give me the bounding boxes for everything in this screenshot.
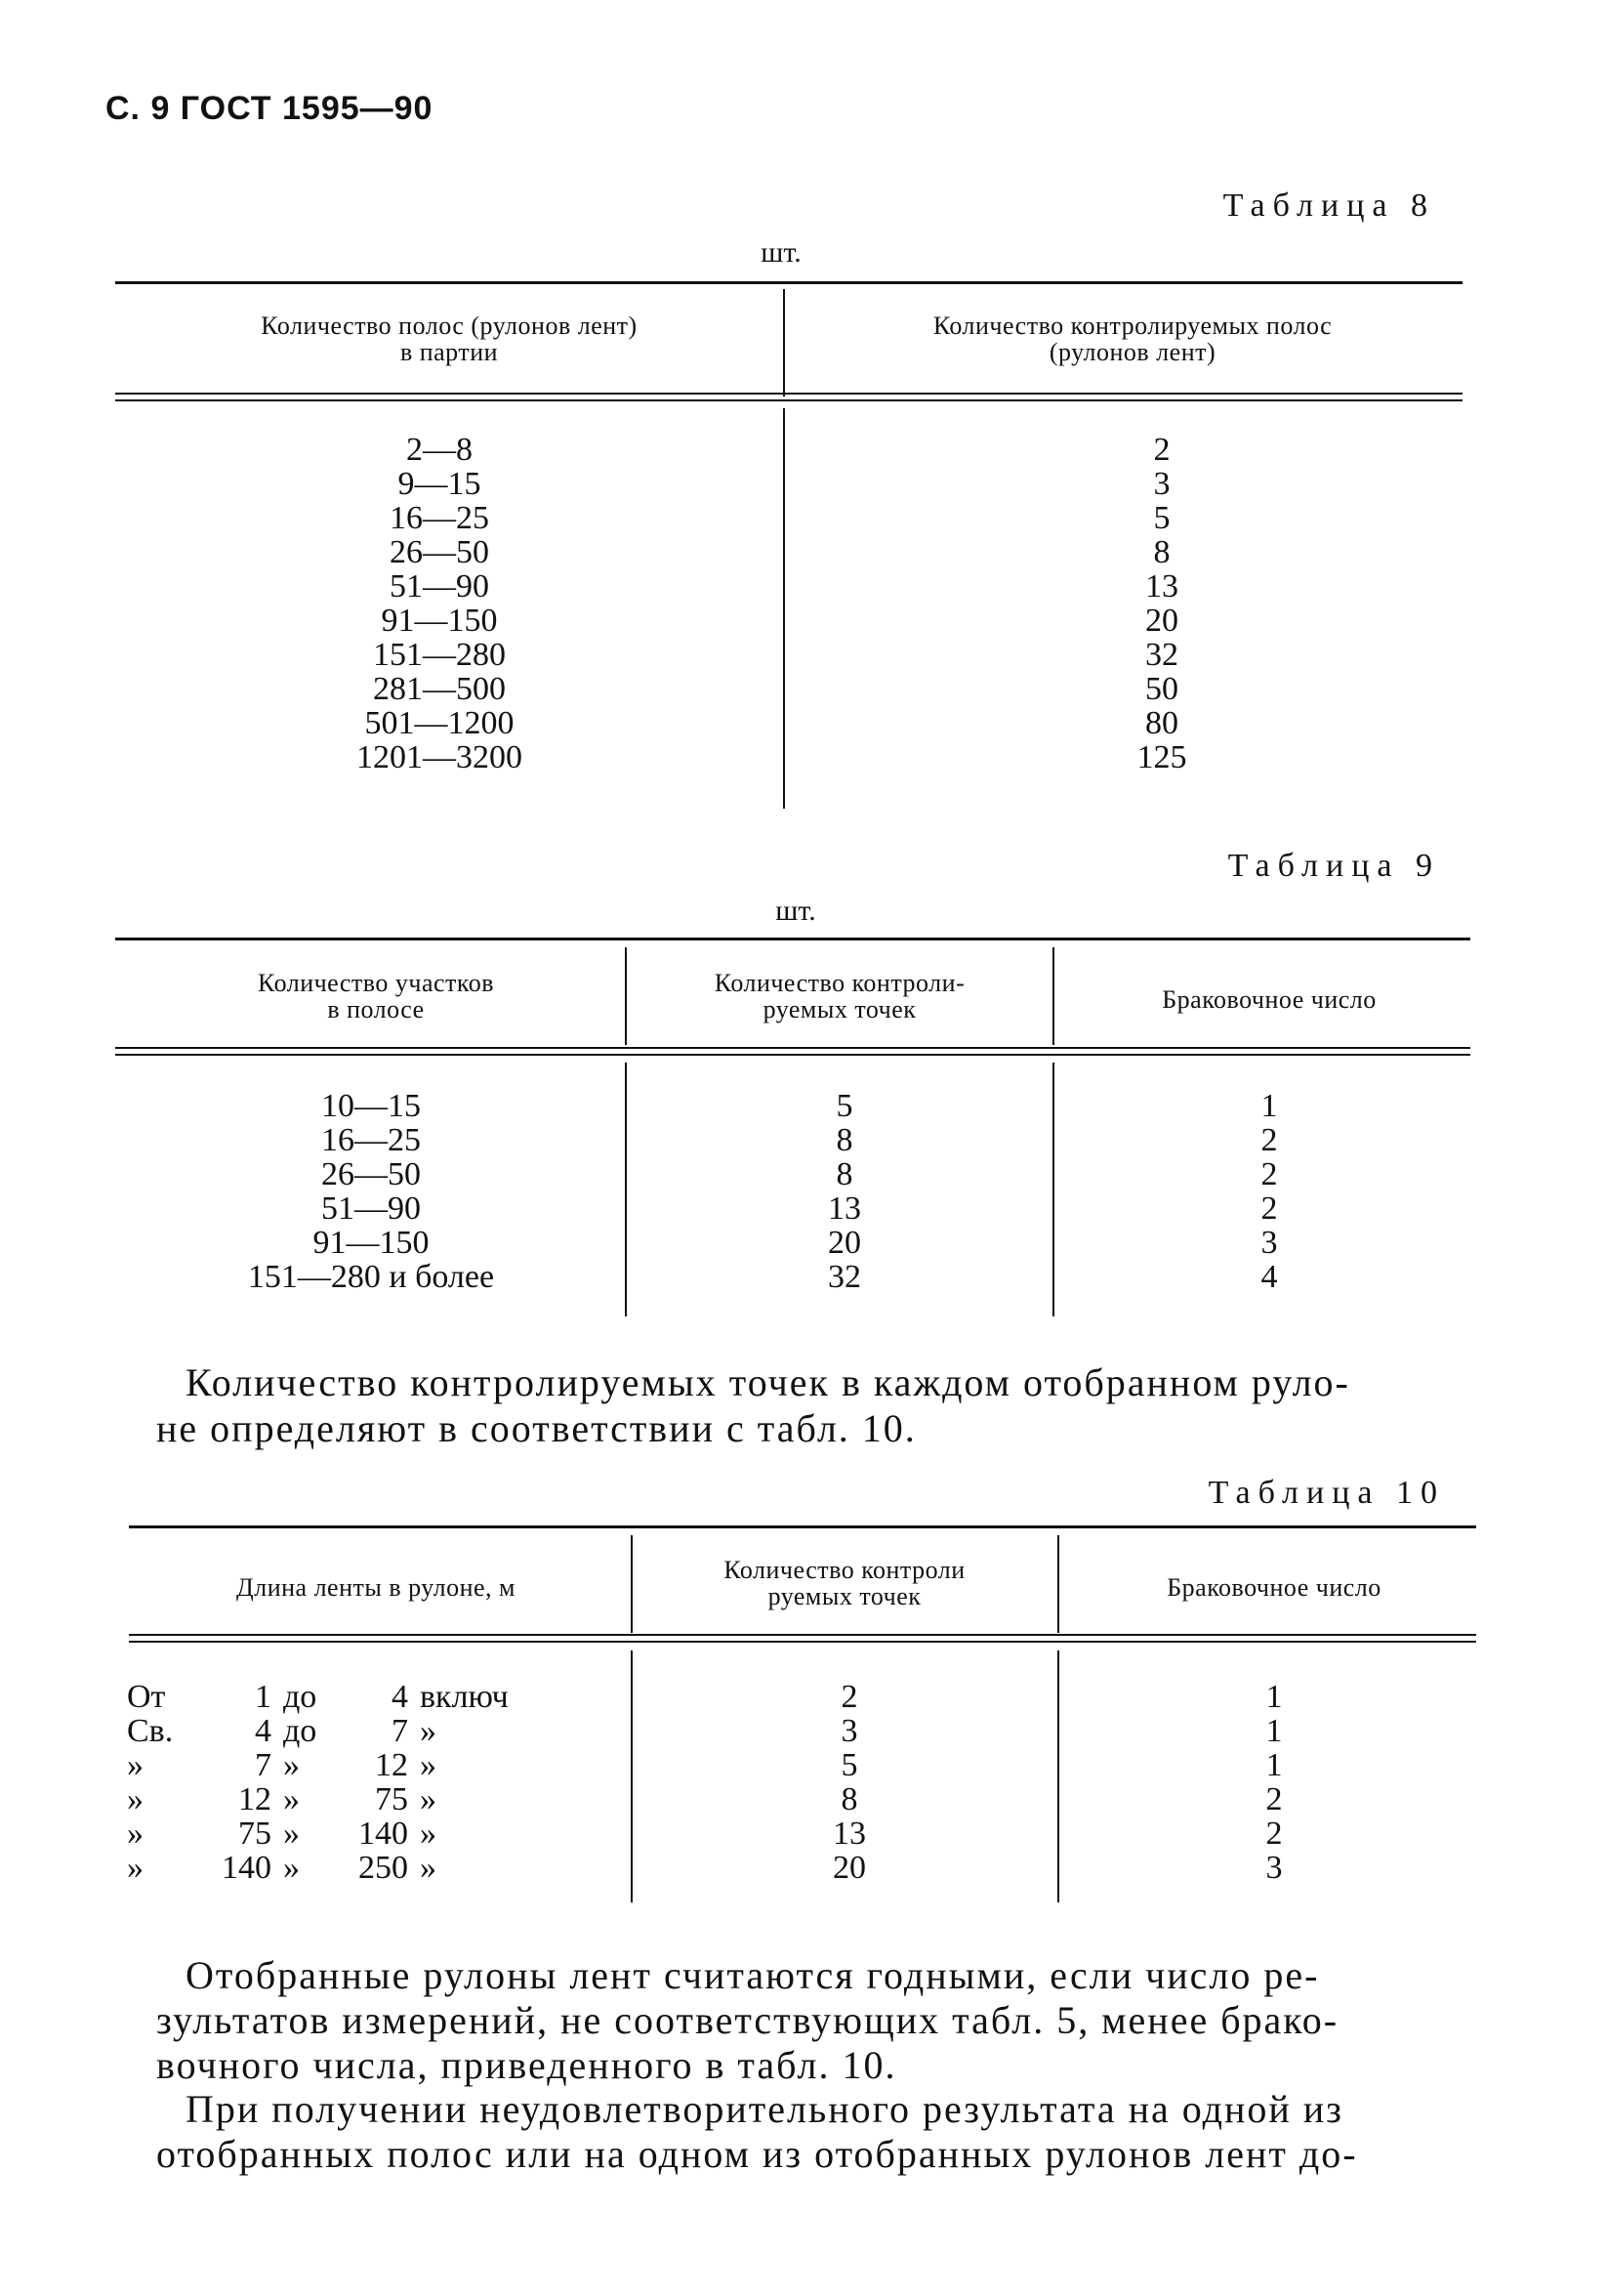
table8-controlled-cell: 32 — [1145, 637, 1178, 673]
paragraph-2-line-1: Отобранные рулоны лент считаются годными, если число ре- — [186, 1953, 1320, 1997]
table10-length-part: включ — [420, 1679, 509, 1715]
table8-lots-cell: 151—280 — [373, 637, 506, 673]
table8-lots-cell: 51—90 — [390, 568, 489, 605]
table10-caption: Таблица 10 — [1208, 1475, 1445, 1511]
table10-length-part: 1 — [255, 1679, 271, 1715]
table10-points-cell: 3 — [841, 1713, 858, 1749]
table10-length-part: 140 — [222, 1850, 271, 1886]
table8-unit: шт. — [761, 236, 802, 269]
table10-length-part: 140 — [358, 1816, 408, 1852]
table8-top-rule — [115, 281, 1463, 284]
table8-controlled-cell: 125 — [1136, 739, 1187, 775]
table10-length-part: » — [127, 1816, 144, 1852]
table8-controlled-cell: 20 — [1145, 603, 1178, 639]
table9-reject-cell: 2 — [1260, 1156, 1278, 1192]
table9-points-cell: 8 — [836, 1122, 853, 1158]
table10-length-part: От — [127, 1679, 166, 1715]
table9-points-cell: 8 — [836, 1156, 853, 1192]
table10-length-part: 75 — [238, 1816, 271, 1852]
table9-reject-cell: 4 — [1260, 1259, 1278, 1295]
table8-header-rule — [115, 393, 1463, 401]
table8-controlled-cell: 13 — [1145, 568, 1178, 605]
table10-length-part: Св. — [127, 1713, 174, 1749]
paragraph-3-line-1: При получении неудовлетворительного результата на одной из — [186, 2087, 1343, 2131]
table10-header-col3: Браковочное число — [1167, 1573, 1381, 1602]
table8-controlled-cell: 5 — [1153, 500, 1171, 536]
table9-reject-cell: 2 — [1260, 1122, 1278, 1158]
table10-length-part: 12 — [375, 1747, 408, 1783]
table10-header-divider-2 — [1057, 1535, 1059, 1633]
table10-length-part: 7 — [392, 1713, 408, 1749]
table8-controlled-cell: 2 — [1153, 432, 1171, 468]
paragraph-1-line-1: Количество контролируемых точек в каждом отобранном руло- — [186, 1360, 1350, 1404]
table9-sections-cell: 26—50 — [321, 1156, 421, 1192]
table10-length-part: » — [420, 1781, 436, 1817]
table10-body-divider-2 — [1057, 1650, 1059, 1902]
table8-lots-cell: 26—50 — [390, 534, 489, 570]
table8-header-col2: Количество контролируемых полос (рулонов лент) — [932, 312, 1333, 366]
table10-length-part: 4 — [255, 1713, 271, 1749]
table10-points-cell: 8 — [841, 1781, 858, 1817]
table8-header-divider — [783, 289, 785, 397]
table10-length-part: » — [127, 1850, 144, 1886]
table9-sections-cell: 16—25 — [321, 1122, 421, 1158]
table10-reject-cell: 1 — [1265, 1713, 1283, 1749]
table10-length-part: » — [420, 1747, 436, 1783]
table9-points-cell: 13 — [828, 1190, 861, 1227]
table10-header-col1: Длина ленты в рулоне, м — [235, 1573, 515, 1602]
table9-reject-cell: 3 — [1260, 1225, 1278, 1261]
table8-controlled-cell: 8 — [1153, 534, 1171, 570]
table8-header-col1: Количество полос (рулонов лент) в партии — [261, 312, 638, 366]
table9-caption: Таблица 9 — [1227, 848, 1440, 884]
table8-lots-cell: 1201—3200 — [356, 739, 522, 775]
table9-col-points — [771, 1089, 918, 1294]
table10-length-part: 12 — [238, 1781, 271, 1817]
paragraph-2-line-3: вочного числа, приведенного в табл. 10. — [156, 2043, 897, 2087]
table10-length-part: » — [283, 1747, 300, 1783]
table10-length-part: 250 — [358, 1850, 408, 1886]
table8-lots-cell: 281—500 — [373, 671, 506, 707]
table8-controlled-cell: 80 — [1145, 705, 1178, 741]
table9-reject-cell: 1 — [1260, 1088, 1278, 1124]
table9-top-rule — [115, 938, 1470, 940]
table10-body-divider-1 — [631, 1650, 633, 1902]
table10-points-cell: 2 — [841, 1679, 858, 1715]
table8-controlled-cell: 50 — [1145, 671, 1178, 707]
table10-reject-cell: 2 — [1265, 1781, 1283, 1817]
table9-points-cell: 20 — [828, 1225, 861, 1261]
table9-points-cell: 5 — [836, 1088, 853, 1124]
table10-col-points — [781, 1680, 918, 1885]
table9-sections-cell: 51—90 — [321, 1190, 421, 1227]
table8-body-divider — [783, 408, 785, 809]
table9-header-divider-2 — [1052, 947, 1054, 1045]
table10-length-part: » — [420, 1713, 436, 1749]
page-header: С. 9 ГОСТ 1595—90 — [105, 90, 433, 127]
table10-reject-cell: 1 — [1265, 1679, 1283, 1715]
table10-length-part: » — [283, 1850, 300, 1886]
table10-length-part: » — [420, 1850, 436, 1886]
table10-length-part: » — [283, 1781, 300, 1817]
table9-col-sections — [166, 1089, 576, 1294]
table9-header-rule — [115, 1047, 1470, 1056]
table9-col-reject — [1201, 1089, 1338, 1294]
table10-length-part: » — [420, 1816, 436, 1852]
table8-lots-cell: 91—150 — [381, 603, 498, 639]
table9-sections-cell: 10—15 — [321, 1088, 421, 1124]
table10-header-rule — [129, 1634, 1476, 1643]
table10-points-cell: 5 — [841, 1747, 858, 1783]
table10-reject-cell: 1 — [1265, 1747, 1283, 1783]
table8-lots-cell: 501—1200 — [364, 705, 515, 741]
table10-header-divider-1 — [631, 1535, 633, 1633]
table10-length-part: » — [127, 1747, 144, 1783]
table9-reject-cell: 2 — [1260, 1190, 1278, 1227]
table10-top-rule — [129, 1525, 1476, 1528]
table10-header-col2: Количество контроли руемых точек — [723, 1556, 966, 1610]
table10-length-part: до — [283, 1679, 317, 1715]
table8-col-lots — [293, 433, 586, 774]
table9-header-divider-1 — [625, 947, 627, 1045]
table8-col-controlled — [1074, 433, 1250, 774]
table8-lots-cell: 2—8 — [406, 432, 473, 468]
table10-reject-cell: 3 — [1265, 1850, 1283, 1886]
table10-length-part: 7 — [255, 1747, 271, 1783]
table10-col-reject — [1211, 1680, 1338, 1885]
paragraph-2-line-2: зультатов измерений, не соответствующих табл. 5, менее брако- — [156, 1998, 1340, 2042]
table9-header-col1: Количество участков в полосе — [258, 969, 494, 1023]
table9-unit: шт. — [775, 895, 816, 927]
table10-length-part: 75 — [375, 1781, 408, 1817]
table9-body-divider-2 — [1052, 1063, 1054, 1316]
paragraph-1-line-2: не определяют в соответствии с табл. 10. — [156, 1406, 917, 1450]
table9-header-col3: Браковочное число — [1162, 985, 1377, 1014]
table9-body-divider-1 — [625, 1063, 627, 1316]
table10-points-cell: 20 — [833, 1850, 866, 1886]
table8-lots-cell: 16—25 — [390, 500, 489, 536]
table8-controlled-cell: 3 — [1153, 466, 1171, 502]
table10-length-part: » — [127, 1781, 144, 1817]
table8-lots-cell: 9—15 — [397, 466, 481, 502]
table10-length-part: до — [283, 1713, 317, 1749]
table9-points-cell: 32 — [828, 1259, 861, 1295]
table8-caption: Таблица 8 — [1222, 188, 1435, 224]
table9-header-col2: Количество контроли- руемых точек — [714, 969, 966, 1023]
table10-length-part: » — [283, 1816, 300, 1852]
table10-points-cell: 13 — [833, 1816, 866, 1852]
table10-reject-cell: 2 — [1265, 1816, 1283, 1852]
table9-sections-cell: 151—280 и более — [247, 1259, 495, 1295]
paragraph-3-line-2: отобранных полос или на одном из отобранных рулонов лент до- — [156, 2132, 1358, 2176]
table10-length-part: 4 — [392, 1679, 408, 1715]
table9-sections-cell: 91—150 — [312, 1225, 430, 1261]
